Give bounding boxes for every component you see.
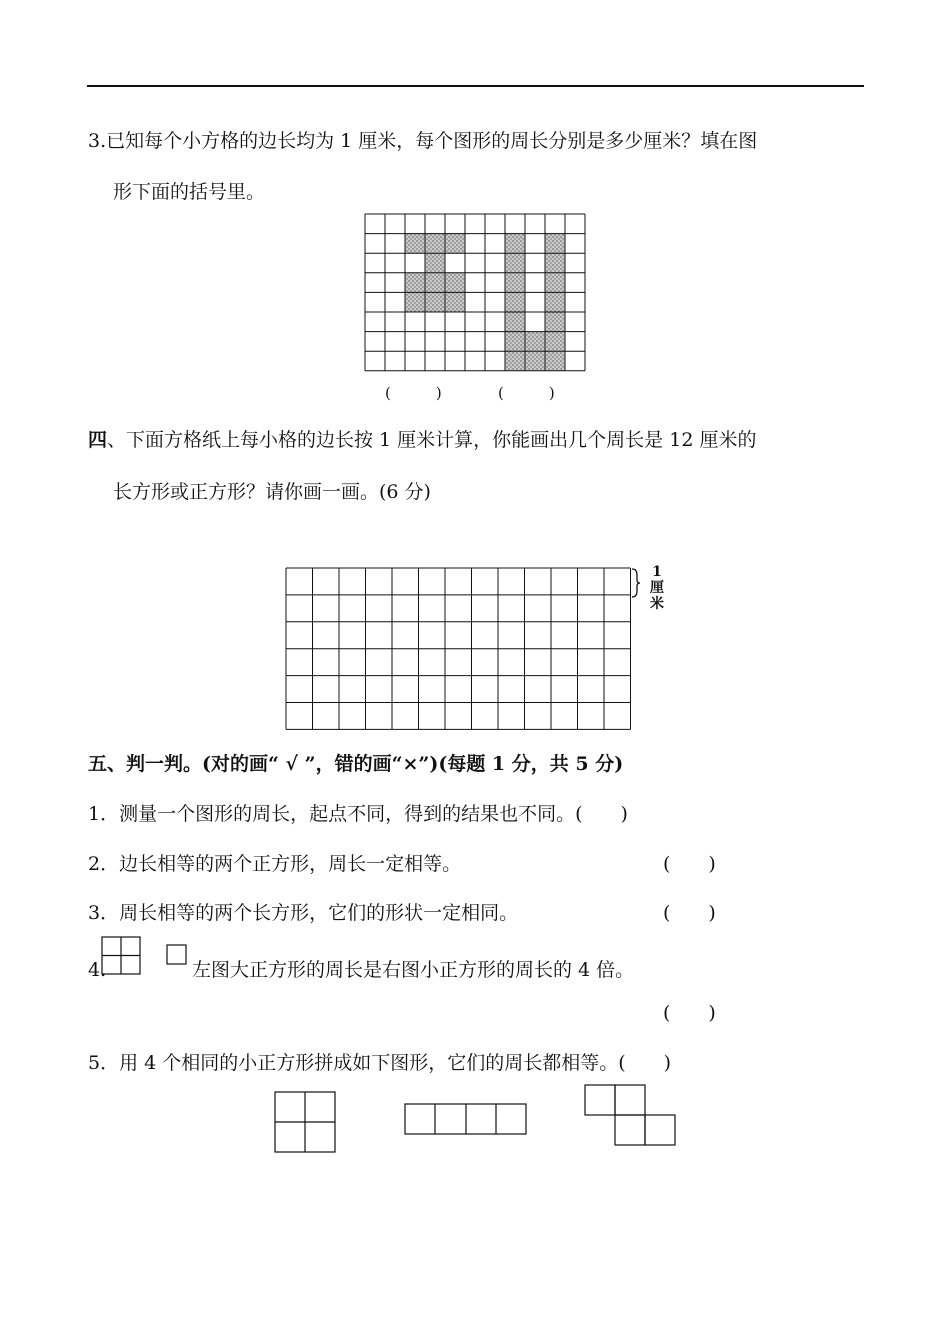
judge-item-5: 5．用 4 个相同的小正方形拼成如下图形，它们的周长都相等。( ) — [88, 1052, 672, 1074]
sec4-number: 四 — [88, 429, 108, 451]
judge-item-4: 左图大正方形的周长是右图小正方形的周长的 4 倍。 — [192, 959, 635, 981]
shape-square-2x2 — [275, 1092, 335, 1152]
judge-item-3-paren[interactable]: ( ) — [663, 902, 716, 924]
judge-item-3: 3．周长相等的两个长方形，它们的形状一定相同。 — [88, 902, 519, 924]
judge-item-4-paren[interactable]: ( ) — [663, 1002, 716, 1024]
q3-line2: 形下面的括号里。 — [113, 181, 266, 203]
sec5-title: 五、判一判。(对的画“ √ ”，错的画“×”)(每题 1 分，共 5 分) — [88, 753, 624, 775]
shape-z-tetromino — [585, 1085, 675, 1145]
judge-item-2: 2．边长相等的两个正方形，周长一定相等。 — [88, 853, 462, 875]
judge-item-2-paren[interactable]: ( ) — [663, 853, 716, 875]
judge-item-4-num: 4. — [88, 959, 107, 981]
judge-item-1: 1．测量一个图形的周长，起点不同，得到的结果也不同。( ) — [88, 803, 628, 825]
sec4-line2: 长方形或正方形？请你画一画。(6 分) — [113, 481, 431, 503]
q3-answer-left[interactable]: ( ) — [385, 384, 442, 402]
unit-label: 1厘米 — [650, 564, 664, 612]
q3-answer-right[interactable]: ( ) — [498, 384, 555, 402]
q3-line1: 3.已知每个小方格的边长均为 1 厘米，每个图形的周长分别是多少厘米？填在图 — [88, 130, 758, 152]
sec4-line1-text: 、下面方格纸上每小格的边长按 1 厘米计算，你能画出几个周长是 12 厘米的 — [107, 429, 757, 451]
shape-row-1x4 — [405, 1104, 526, 1134]
